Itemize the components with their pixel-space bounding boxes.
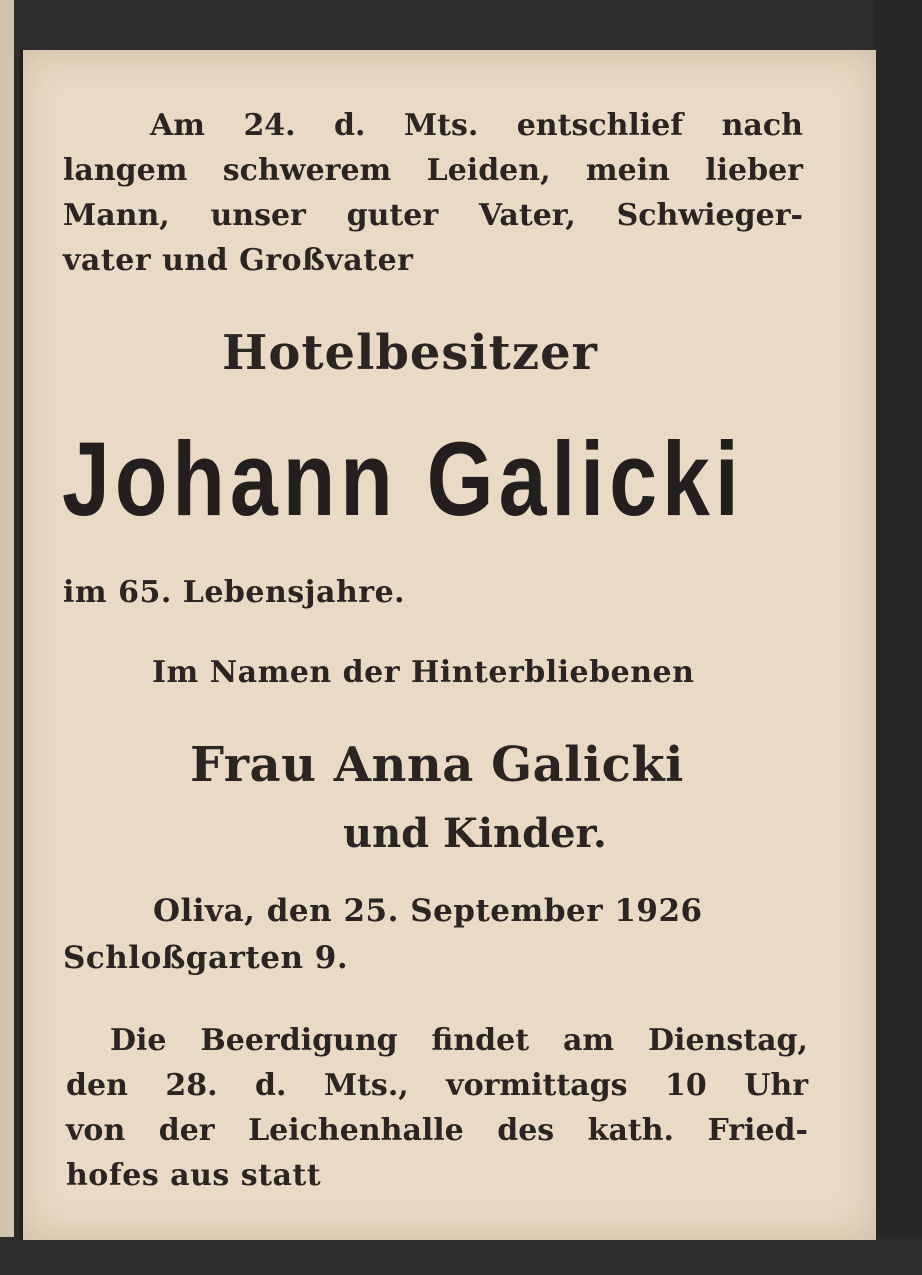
- word: Am: [150, 108, 206, 143]
- word: Beerdigung: [200, 1023, 398, 1058]
- on-behalf-line: Im Namen der Hinterbliebenen: [152, 655, 695, 690]
- age-line: im 65. Lebensjahre.: [63, 575, 406, 610]
- word: vormittags: [446, 1068, 628, 1103]
- word: den: [66, 1068, 128, 1103]
- scan-border-left: [0, 0, 14, 1275]
- word: von: [66, 1113, 126, 1148]
- intro-line-2: [63, 153, 803, 188]
- widow-name: Frau Anna Galicki: [190, 737, 684, 793]
- word: d.: [254, 1068, 287, 1103]
- word: Leichenhalle: [248, 1113, 464, 1148]
- word: findet: [431, 1023, 530, 1058]
- word: unser: [210, 198, 306, 233]
- deceased-name: Johann Galicki: [62, 421, 744, 539]
- funeral-line-1: [110, 1023, 808, 1058]
- word: Schwieger-: [616, 198, 803, 233]
- word: Dienstag,: [648, 1023, 808, 1058]
- occupation-heading: Hotelbesitzer: [222, 325, 598, 381]
- word: 24.: [243, 108, 296, 143]
- word: langem: [63, 153, 188, 188]
- word: der: [158, 1113, 215, 1148]
- word: Mann,: [63, 198, 170, 233]
- word: Mts.,: [323, 1068, 409, 1103]
- word: d.: [334, 108, 366, 143]
- funeral-line-2: [66, 1068, 808, 1103]
- scan-border-right: [874, 0, 922, 1275]
- address-line: Schloßgarten 9.: [63, 940, 349, 976]
- word: 28.: [165, 1068, 218, 1103]
- word: am: [562, 1023, 615, 1058]
- children-line: und Kinder.: [343, 810, 607, 857]
- intro-line-4: vater und Großvater: [63, 243, 414, 278]
- funeral-line-3: [66, 1113, 808, 1148]
- word: mein: [585, 153, 670, 188]
- word: entschlief: [516, 108, 684, 143]
- funeral-line-4: hofes aus statt: [66, 1158, 322, 1193]
- word: Die: [110, 1023, 167, 1058]
- intro-line-1: [150, 108, 803, 143]
- word: Fried-: [707, 1113, 808, 1148]
- word: kath.: [587, 1113, 674, 1148]
- intro-line-3: [63, 198, 803, 233]
- word: schwerem: [222, 153, 392, 188]
- place-date-line: Oliva, den 25. September 1926: [153, 893, 703, 929]
- word: Vater,: [478, 198, 576, 233]
- scan-border-bottom: [0, 1237, 922, 1275]
- word: Uhr: [744, 1068, 808, 1103]
- word: lieber: [705, 153, 803, 188]
- word: Leiden,: [426, 153, 551, 188]
- word: des: [497, 1113, 555, 1148]
- word: Mts.: [403, 108, 479, 143]
- word: guter: [346, 198, 439, 233]
- word: nach: [721, 108, 803, 143]
- scan-border-top: [0, 0, 922, 55]
- word: 10: [665, 1068, 707, 1103]
